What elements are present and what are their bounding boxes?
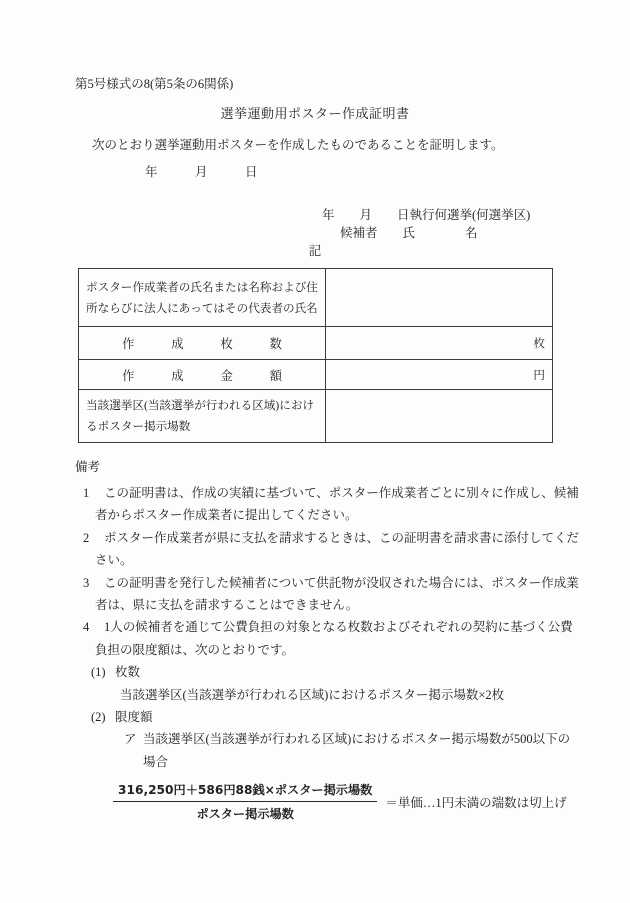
case-line: 場合	[143, 754, 169, 769]
note-number: 1	[83, 486, 90, 500]
intro-sentence: 次のとおり選挙運動用ポスターを作成したものであることを証明します。	[92, 138, 504, 152]
sub-item-1	[91, 661, 555, 683]
note-item-4	[83, 616, 573, 661]
certificate-table	[78, 268, 553, 443]
maker-name-label-line1: ポスター作成業者の氏名または名称および住	[86, 280, 318, 294]
formula-denominator: ポスター掲示場数	[196, 807, 294, 822]
amount-unit: 円	[533, 368, 545, 382]
amount-label-cell: 作 成 金 額	[79, 360, 326, 390]
maker-name-label-cell	[79, 269, 326, 327]
case-text	[143, 728, 570, 773]
table-row-maker-name	[79, 269, 553, 327]
formula-fraction	[113, 781, 377, 822]
note-line: 者は、県に支払を請求することはできません。	[95, 598, 359, 613]
election-name-line: 年 月 日執行何選挙(何選挙区)	[322, 208, 531, 222]
case-item-a	[124, 728, 571, 773]
note-item-1	[83, 482, 579, 527]
note-line: この証明書を発行した候補者について供託物が没収された場合には、ポスター作成業	[104, 575, 579, 590]
poster-sites-value-cell	[326, 390, 553, 443]
maker-name-value-cell	[326, 269, 553, 327]
note-line: 1人の候補者を通じて公費負担の対象となる枚数およびそれぞれの契約に基づく公費	[104, 620, 573, 635]
document-title: 選挙運動用ポスター作成証明書	[220, 106, 410, 121]
poster-sites-label-line1: 当該選挙区(当該選挙が行われる区域)におけ	[86, 399, 315, 412]
note-line: さい。	[95, 553, 133, 568]
case-letter: ア	[124, 732, 137, 747]
note-number: 2	[83, 530, 90, 545]
unit-price-formula	[113, 781, 567, 822]
note-text	[95, 527, 580, 572]
note-line: ポスター作成業者が県に支払を請求するときは、この証明書を請求書に添付してくだ	[104, 530, 580, 545]
poster-sites-label-cell	[79, 390, 326, 443]
record-mark: 記	[308, 244, 322, 258]
poster-sites-label-line2: るポスター掲示場数	[86, 420, 191, 433]
sub-item-number: (2)	[91, 710, 106, 725]
sub-item-number: (1)	[91, 665, 106, 680]
formula-result: ＝単価…1円未満の端数は切上げ	[385, 795, 567, 810]
sub-item-label: 枚数	[115, 665, 141, 680]
note-line: 者からポスター作成業者に提出してください。	[95, 508, 358, 523]
note-text	[95, 616, 573, 661]
candidate-name-line: 候補者 氏 名	[340, 226, 478, 240]
sub-item-2	[91, 706, 555, 728]
case-line: 当該選挙区(当該選挙が行われる区域)におけるポスター掲示場数が500以下の	[143, 732, 571, 747]
table-row-poster-sites	[79, 390, 553, 443]
note-line: この証明書は、作成の実績に基づいて、ポスター作成業者ごとに別々に作成し、候補	[104, 486, 579, 500]
sub-item-1-content: 当該選挙区(当該選挙が行われる区域)におけるポスター掲示場数×2枚	[120, 687, 505, 702]
note-text	[95, 482, 579, 527]
notes-section	[75, 458, 580, 822]
formula-numerator: 316,250円＋586円88銭×ポスター掲示場数	[113, 781, 377, 802]
table-row-copies	[79, 327, 553, 360]
date-blank-line: 年 月 日	[145, 165, 258, 179]
note-number: 4	[83, 620, 90, 635]
notes-list	[75, 482, 580, 822]
note-text	[95, 572, 579, 617]
form-number: 第5号様式の8(第5条の6関係)	[75, 77, 234, 91]
note-item-3	[83, 572, 579, 617]
table-row-amount	[79, 360, 553, 390]
copies-value-cell	[326, 327, 553, 360]
note-number: 3	[83, 575, 90, 590]
sub-item-label: 限度額	[115, 710, 153, 725]
copies-unit: 枚	[533, 337, 545, 350]
notes-heading: 備考	[75, 460, 101, 474]
maker-name-label-line2: 所ならびに法人にあってはその代表者の氏名	[86, 301, 318, 315]
amount-value-cell	[326, 360, 553, 390]
note-item-2	[83, 527, 580, 572]
note-line: 負担の限度額は、次のとおりです。	[95, 642, 295, 657]
copies-label-cell: 作 成 枚 数	[79, 327, 326, 360]
